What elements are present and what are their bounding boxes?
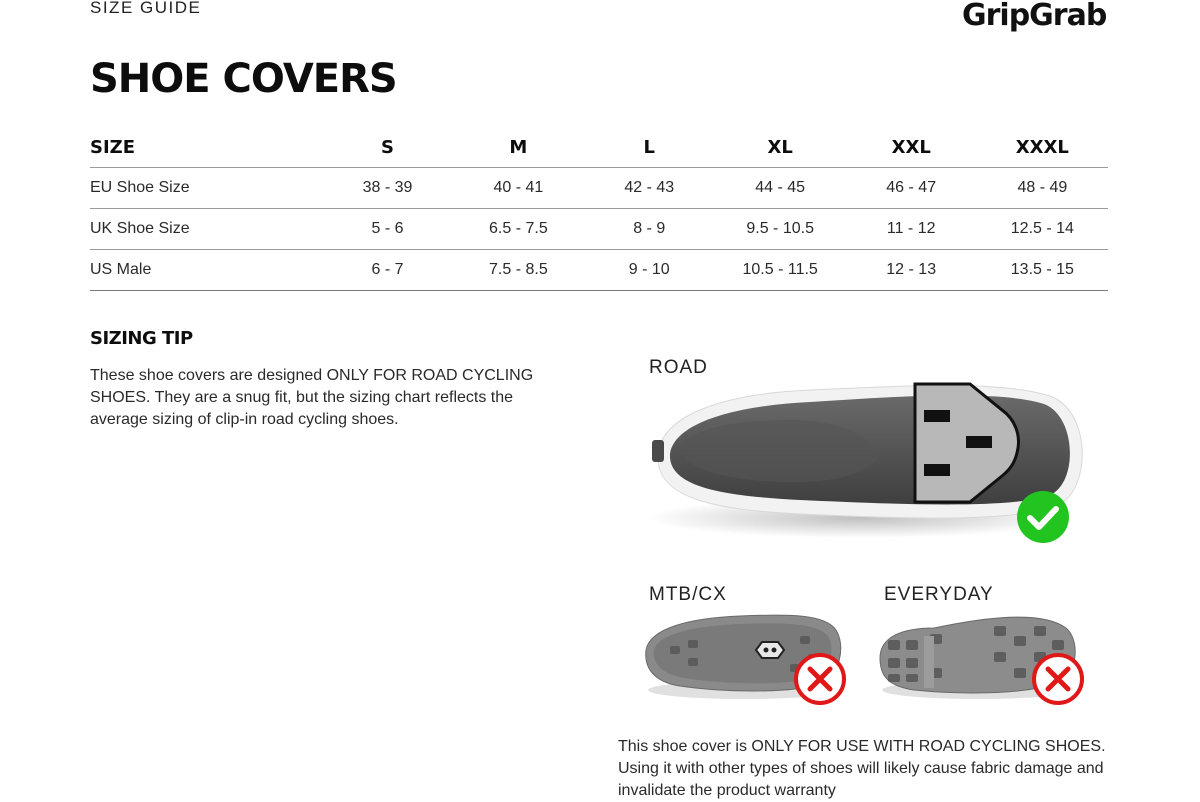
column-header: M bbox=[453, 127, 584, 168]
table-cell: 12 - 13 bbox=[846, 250, 977, 291]
column-header: XL bbox=[715, 127, 846, 168]
row-label: EU Shoe Size bbox=[90, 168, 322, 209]
cross-icon bbox=[792, 651, 848, 707]
sizing-tip-heading: SIZING TIP bbox=[90, 328, 193, 349]
column-header: SIZE bbox=[90, 127, 322, 168]
eyebrow-label: SIZE GUIDE bbox=[90, 0, 202, 17]
table-cell: 38 - 39 bbox=[322, 168, 453, 209]
cross-icon bbox=[1030, 651, 1086, 707]
table-cell: 6 - 7 bbox=[322, 250, 453, 291]
table-row bbox=[90, 250, 1108, 291]
table-cell: 44 - 45 bbox=[715, 168, 846, 209]
row-label: US Male bbox=[90, 250, 322, 291]
check-icon bbox=[1016, 490, 1070, 544]
sizing-tip-text: These shoe covers are designed ONLY FOR ROAD CYCLING SHOES. They are a snug fit, but the sizing chart reflects the average sizing of clip-in road cycling shoes. bbox=[90, 367, 534, 428]
mtb-label: MTB/CX bbox=[649, 584, 727, 605]
table-cell: 48 - 49 bbox=[977, 168, 1108, 209]
table-cell: 11 - 12 bbox=[846, 209, 977, 250]
column-header: S bbox=[322, 127, 453, 168]
column-header: XXL bbox=[846, 127, 977, 168]
table-cell: 9 - 10 bbox=[584, 250, 715, 291]
size-table bbox=[90, 127, 1108, 291]
table-cell: 10.5 - 11.5 bbox=[715, 250, 846, 291]
road-label: ROAD bbox=[649, 357, 708, 378]
column-header: L bbox=[584, 127, 715, 168]
everyday-label: EVERYDAY bbox=[884, 584, 994, 605]
table-cell: 13.5 - 15 bbox=[977, 250, 1108, 291]
table-row bbox=[90, 168, 1108, 209]
brand-logo: GripGrab bbox=[962, 0, 1107, 33]
table-cell: 5 - 6 bbox=[322, 209, 453, 250]
table-cell: 42 - 43 bbox=[584, 168, 715, 209]
column-header: XXXL bbox=[977, 127, 1108, 168]
table-cell: 46 - 47 bbox=[846, 168, 977, 209]
table-row bbox=[90, 209, 1108, 250]
table-cell: 9.5 - 10.5 bbox=[715, 209, 846, 250]
table-cell: 12.5 - 14 bbox=[977, 209, 1108, 250]
row-label: UK Shoe Size bbox=[90, 209, 322, 250]
size-table-header bbox=[90, 127, 1108, 168]
table-cell: 8 - 9 bbox=[584, 209, 715, 250]
table-cell: 40 - 41 bbox=[453, 168, 584, 209]
table-cell: 7.5 - 8.5 bbox=[453, 250, 584, 291]
page-title: SHOE COVERS bbox=[90, 56, 397, 102]
table-cell: 6.5 - 7.5 bbox=[453, 209, 584, 250]
warranty-warning-text: This shoe cover is ONLY FOR USE WITH ROAD CYCLING SHOES. Using it with other types of shoes will likely cause fabric damage and invalidate the product warranty bbox=[618, 738, 1106, 799]
